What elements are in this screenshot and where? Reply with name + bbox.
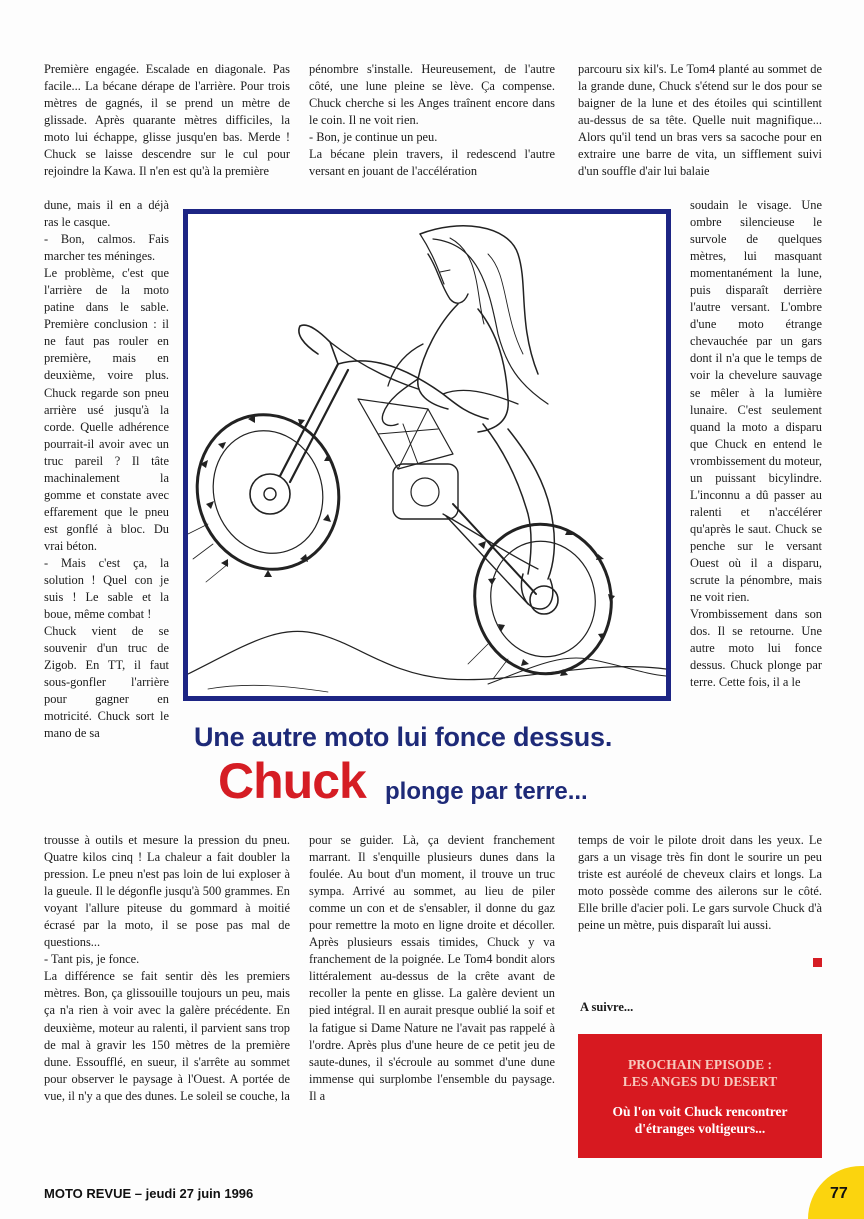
headline-line2: plonge par terre... — [385, 778, 588, 805]
page-number-tab — [808, 1166, 864, 1219]
magazine-footer: MOTO REVUE – jeudi 27 juin 1996 — [44, 1186, 254, 1201]
next-episode-text-line2: d'étranges voltigeurs... — [634, 1121, 766, 1136]
next-episode-text-line1: Où l'on voit Chuck rencontrer — [612, 1104, 788, 1119]
rider-illustration — [183, 209, 671, 701]
next-episode-title — [578, 1056, 822, 1090]
headline-name: Chuck — [218, 753, 366, 809]
column1-narrow-text: dune, mais il en a déjà ras le casque. - Bon, calmos. Fais marcher tes méninges. Le problème, c'est que l'arrière de la moto patine dans le sable. Première conclusion : il ne faut pas rouler en première, mais en deuxième, voire plus. Chuck regarde son pneu arrière usé jusqu'à la corde. Quelle adhérence pourrait-il avoir avec un truc pareil ? Il tâte machinalement la gomme et constate avec effarement que le pneu est gonflé à bloc. Du vrai béton. - Mais c'est ça, la solution ! Quel con je suis ! Le sable et la boue, même combat ! Chuck vient de se souvenir d'un truc de Zigob. En TT, il faut sous-gonfler l'arrière pour gagner en motricité. Chuck sort le mano de sa — [44, 198, 169, 741]
to-be-continued: A suivre... — [580, 1000, 634, 1014]
end-square-mark — [813, 958, 822, 967]
motorcycle-drawing — [188, 214, 666, 696]
next-episode-box — [578, 1034, 822, 1158]
next-episode-text — [578, 1103, 822, 1137]
headline-line1: Une autre moto lui fonce dessus. — [194, 722, 613, 752]
page-number: 77 — [830, 1185, 848, 1202]
column3-narrow-text: soudain le visage. Une ombre silencieuse le survole de quelques mètres, lui masquant momentanément la lune, puis disparaît derrière l'autre versant. L'ombre d'une moto étrange chevauchée par un gars dont il n'a que le temps de voir la chevelure sauvage se mêler à la lumière lunaire. C'est seulement quand la moto a disparu que Chuck en entend le vrombissement du moteur, un puissant bicylindre. L'inconnu a dû passer au ralenti et n'accélérer qu'après le saut. Chuck se penche sur le versant Ouest où il a disparu, scrute la pénombre, mais ne voit rien. Vrombissement dans son dos. Il se retourne. Une autre moto lui fonce dessus. Chuck plonge par terre. Cette fois, il a le — [690, 198, 822, 690]
column1-bottom-text: trousse à outils et mesure la pression du pneu. Quatre kilos cinq ! La chaleur a fait doubler la pression. Le pneu n'est pas loin de lui exploser à la gueule. Il le dégonfle jusqu'à 500 grammes. En voyant l'allure piteuse du gommard à moitié écrasé par la moto, il se pose pas mal de questions... - Tant pis, je fonce. La différence se fait sentir dès les premiers mètres. Bon, ça glissouille toujours un peu, mais ça n'a rien à voir avec la galère précédente. En deuxième, moteur au ralenti, il parvient sans trop de mal à gravir les 150 mètres de la première dune. Essoufflé, en sueur, il s'arrête au sommet pour observer le paysage à l'Ouest. A portée de vue, il n'y a que des dunes. Le soleil se couche, la — [44, 833, 290, 1103]
column1-top-text: Première engagée. Escalade en diagonale. Pas facile... La bécane dérape de l'arrière. Pour trois mètres de gagnés, il se prend un mètre de glissade. Après quarante mètres difficiles, la moto lui échappe, glisse jusqu'en bas. Merde ! Chuck se laisse descendre sur le cul pour rejoindre la Kawa. Il n'en est qu'à la première — [44, 62, 290, 179]
column3-bottom-text: temps de voir le pilote droit dans les yeux. Le gars a un visage très fin dont le sourire un peu triste est auréolé de cheveux clairs et longs. La moto possède comme des ailerons sur le côté. Elle brille d'acier poli. Le gars survole Chuck d'à peine un mètre, puis disparaît lui aussi. — [578, 833, 822, 933]
column2-bottom-text: pour se guider. Là, ça devient franchement marrant. Il s'enquille plusieurs dunes dans la foulée. Au bout d'un moment, il trouve un truc sympa. Arrivé au sommet, au lieu de piler comme un con et de s'ensabler, il donne du gaz pour remettre la moto en ligne droite et décoller. Après plusieurs essais timides, Chuck y va franchement de la poignée. Le Tom4 bondit alors littéralement au-dessus de la crête avant de recoller la pente en glisse. La galère devient un pied intégral. Il en aurait presque oublié la soif et la fatigue si Dame Nature ne l'avait pas rappelé à l'ordre. Après plus d'une heure de ce petit jeu de saute-dunes, il s'écroule au sommet d'une dune immense qui surplombe l'ensemble du paysage. Il a — [309, 833, 555, 1103]
column3-top-text: parcouru six kil's. Le Tom4 planté au sommet de la grande dune, Chuck s'étend sur le dos pour se baigner de la lune et des étoiles qui scintillent au-dessus de sa tête. Quelle nuit magnifique... Alors qu'il tend un bras vers sa sacoche pour en extraire une barre de vita, un sifflement suivi d'un souffle d'air lui balaie — [578, 62, 822, 179]
next-episode-title-line2: LES ANGES DU DESERT — [622, 1074, 778, 1089]
column2-top-text: pénombre s'installe. Heureusement, de l'autre côté, une lune pleine se lève. Ça compense. Chuck cherche si les Anges traînent encore dans le coin. Il ne voit rien. - Bon, je continue un peu. La bécane plein travers, il redescend l'autre versant en jouant de l'accélération — [309, 62, 555, 179]
next-episode-title-line1: PROCHAIN EPISODE : — [627, 1057, 772, 1072]
